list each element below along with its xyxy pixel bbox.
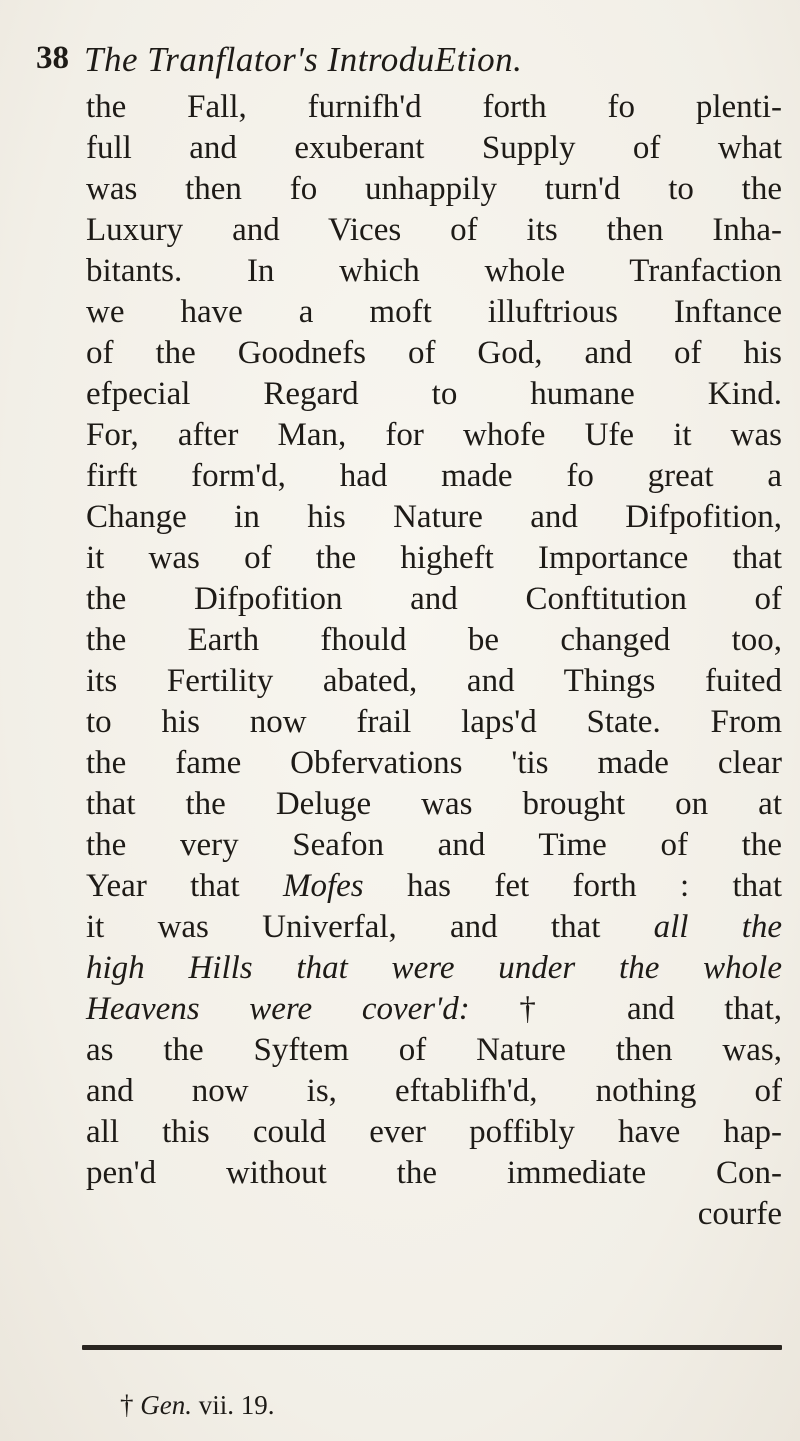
text-line: efpecial Regard to humane Kind. [86, 376, 782, 412]
text-line: that the Deluge was brought on at [86, 786, 782, 822]
text-line: firft form'd, had made fo great a [86, 458, 782, 494]
text-line [86, 989, 782, 1029]
page-header [36, 40, 736, 90]
italic-name: Mofes [283, 868, 364, 904]
text-line: as the Syftem of Nature then was, [86, 1032, 782, 1068]
footnote-reference: Gen. [140, 1390, 192, 1420]
running-head: The Tranflator's IntroduEtion. [84, 40, 523, 79]
italic-quote-line: high Hills that were under the whole [86, 950, 782, 986]
footnote-divider [82, 1345, 782, 1350]
text-segment: Year that [86, 868, 283, 904]
footnote [120, 1390, 275, 1421]
text-line: and now is, eftablifh'd, nothing of [86, 1073, 782, 1109]
footnote-text: vii. 19. [191, 1390, 275, 1420]
text-line: Change in his Nature and Difpofition, [86, 499, 782, 535]
text-line: the Difpofition and Conftitution of [86, 581, 782, 617]
text-line: the Fall, furnifh'd forth fo plenti- [86, 89, 782, 125]
catchword: courfe [697, 1196, 782, 1232]
text-segment: has fet forth : that [363, 868, 783, 904]
text-line: pen'd without the immediate Con- [86, 1155, 782, 1191]
text-line [86, 907, 782, 947]
text-line: to his now frail laps'd State. From [86, 704, 782, 740]
italic-quote: Heavens were cover'd: [86, 991, 470, 1027]
text-line: it was of the higheft Importance that [86, 540, 782, 576]
text-line: the Earth fhould be changed too, [86, 622, 782, 658]
text-line: its Fertility abated, and Things fuited [86, 663, 782, 699]
text-line: Luxury and Vices of its then Inha- [86, 212, 782, 248]
text-line: the fame Obfervations 'tis made clear [86, 745, 782, 781]
text-line: the very Seafon and Time of the [86, 827, 782, 863]
italic-quote: all the [653, 909, 783, 945]
text-segment: it was Univerfal, and that [86, 909, 654, 945]
text-segment: † and that, [469, 991, 782, 1027]
text-line: we have a moft illuftrious Inftance [86, 294, 782, 330]
text-line: For, after Man, for whofe Ufe it was [86, 417, 782, 453]
text-line [86, 866, 782, 906]
text-line: of the Goodnefs of God, and of his [86, 335, 782, 371]
dagger-mark: † [120, 1390, 134, 1420]
text-line: was then fo unhappily turn'd to the [86, 171, 782, 207]
text-line: bitants. In which whole Tranfaction [86, 253, 782, 289]
text-line: full and exuberant Supply of what [86, 130, 782, 166]
text-line: all this could ever poffibly have hap- [86, 1114, 782, 1150]
page-number: 38 [36, 40, 69, 76]
